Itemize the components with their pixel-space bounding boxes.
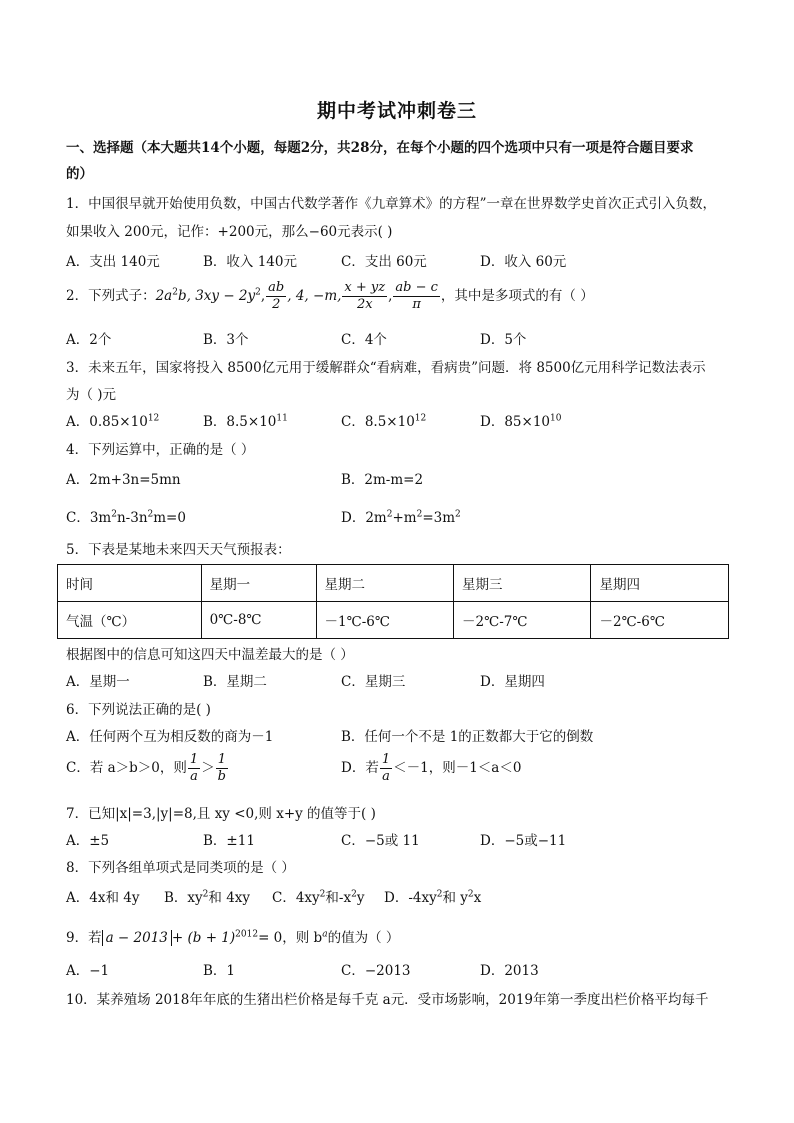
q3-option-d (480, 410, 561, 430)
q2-term1: 2a (155, 288, 173, 304)
table-cell: 气温（℃） (58, 602, 202, 639)
q8-d-part1: D．-4xy (384, 890, 437, 906)
q2-text: 2．下列式子：$2a^2b$, $3xy - 2y^2$, $\frac{ab}{2}$ , 4, −m, $\frac{x + yz}{2x}$ , $\frac{ab - c}{\pi}$ ，其中是多项式的有（ ） (66, 280, 594, 312)
q3-option-a (66, 410, 159, 430)
q6-d-f-den: a (382, 769, 390, 784)
q8-c-part2: 和-x (325, 890, 352, 906)
q8-c-part1: C．4xy (272, 890, 320, 906)
table-cell: 星期三 (454, 565, 591, 602)
q6-d-fraction (380, 752, 392, 785)
q2-fraction-1-den: 2 (272, 297, 281, 312)
q4-d-part3: =3m (422, 510, 456, 526)
table-cell: －1℃-6℃ (316, 602, 453, 639)
q3-option-c-base: C．8.5×10 (341, 414, 415, 430)
q4-option-a: A．2m+3n=5mn (66, 472, 181, 488)
q4-d-exp3: 2 (455, 509, 461, 520)
q3-option-b (203, 410, 288, 430)
q1-option-d: D．收入 60元 (480, 254, 567, 270)
q8-b-exp: 2 (202, 889, 209, 900)
q4-d-exp1: 2 (386, 509, 393, 520)
q5-text: 5．下表是某地未来四天天气预报表： (66, 542, 291, 558)
q10-text-line1: 10．某养殖场 2018年年底的生猪出栏价格是每千克 a元．受市场影响，2019年第一季度出栏价格平均每千 (66, 992, 709, 1008)
section-heading-line1: 一、选择题（本大题共14个小题，每题2分，共28分，在每个小题的四个选项中只有一项是符合题目要求 (66, 140, 694, 156)
q9-exponent: 2012 (235, 929, 259, 940)
page-title: 期中考试冲刺卷三 (316, 100, 477, 122)
q9-option-c: C．−2013 (341, 963, 411, 979)
q8-c-part3: y (356, 890, 365, 906)
q2-suffix: ，其中是多项式的有（ ） (440, 288, 594, 304)
q4-c-part3: m=0 (153, 510, 186, 526)
q6-c-prefix: C．若 a＞b＞0，则 (66, 760, 187, 776)
section-heading-line2: 的） (66, 166, 93, 182)
q7-option-d: D．−5或−11 (480, 833, 567, 849)
q8-option-c (272, 886, 364, 906)
q2-prefix: 2．下列式子： (66, 288, 156, 304)
q7-option-a: A．±5 (66, 833, 110, 849)
q9-text (66, 926, 399, 946)
q6-option-a: A．任何两个互为相反数的商为－1 (66, 729, 274, 745)
q2-fraction-3-den: π (412, 297, 421, 312)
table-cell: －2℃-7℃ (454, 602, 591, 639)
q8-d-part2: 和 y (442, 890, 468, 906)
q9-post-exp: a (322, 929, 328, 940)
table-cell: 时间 (58, 565, 202, 602)
q3-option-c-exp: 12 (414, 413, 427, 424)
q8-c-exp2: 2 (351, 889, 357, 900)
q1-text-line1: 1．中国很早就开始使用负数，中国古代数学著作《九章算术》的方程”一章在世界数学史首次正式引入负数， (66, 196, 716, 212)
q2-option-b: B．3个 (203, 332, 249, 348)
q3-option-c (341, 410, 426, 430)
q3-text-line2: 为（ )元 (66, 387, 117, 403)
table-cell: 星期四 (591, 565, 729, 602)
q5-option-b: B．星期二 (203, 674, 267, 690)
q2-fraction-1-num: ab (268, 280, 285, 295)
q8-text: 8．下列各组单项式是同类项的是（ ） (66, 860, 295, 876)
q3-option-d-base: D．85×10 (480, 414, 550, 430)
q4-c-part1: C．3m (66, 510, 112, 526)
q6-d-f-num: 1 (381, 752, 391, 767)
q8-d-part3: x (473, 890, 482, 906)
q3-option-b-base: B．8.5×10 (203, 414, 277, 430)
q6-option-d (341, 752, 521, 785)
q6-c-f2-num: 1 (217, 752, 226, 767)
q5-question: 根据图中的信息可知这四天中温差最大的是（ ） (66, 647, 354, 663)
q7-option-c: C．−5或 11 (341, 833, 420, 849)
q9-tail: 的值为（ ） (327, 930, 400, 946)
q2-fraction-2 (342, 280, 387, 313)
q5-option-c: C．星期三 (341, 674, 406, 690)
q6-c-fraction-2 (216, 752, 228, 785)
q3-option-a-exp: 12 (147, 413, 160, 424)
q9-absolute-value: a − 2013 (102, 930, 172, 946)
q6-d-suffix: ＜－1，则－1＜a＜0 (393, 760, 522, 776)
q4-d-exp2: 2 (416, 509, 423, 520)
q8-d-exp2: 2 (467, 889, 474, 900)
q1-text-line2: 如果收入 200元，记作：+200元，那么−60元表示( ) (66, 224, 393, 240)
q2-fraction-3-num: ab − c (395, 280, 438, 295)
q4-d-part2: +m (392, 510, 417, 526)
q9-option-d: D．2013 (480, 963, 539, 979)
q8-option-b (164, 886, 250, 906)
q3-option-b-exp: 11 (276, 413, 288, 424)
q7-option-b: B．±11 (203, 833, 255, 849)
q6-d-prefix: D．若 (341, 760, 379, 776)
q2-fraction-1 (266, 280, 286, 313)
q2-fraction-3 (393, 280, 440, 313)
q8-b-part2: 和 4xy (208, 890, 251, 906)
q9-option-b: B．1 (203, 963, 236, 979)
table-row (58, 602, 729, 639)
q8-option-a: A．4x和 4y (66, 890, 140, 906)
q4-c-exp2: 2 (147, 509, 154, 520)
table-cell: 星期二 (316, 565, 453, 602)
q5-option-d: D．星期四 (480, 674, 545, 690)
table-header-row (58, 565, 729, 602)
q6-c-f1-num: 1 (189, 752, 199, 767)
q4-d-part1: D．2m (341, 510, 387, 526)
q6-text: 6．下列说法正确的是( ) (66, 702, 211, 718)
q5-option-a: A．星期一 (66, 674, 130, 690)
q9-post: = 0，则 b (258, 930, 323, 946)
weather-table (57, 564, 729, 639)
q4-c-part2: n-3n (116, 510, 148, 526)
q6-c-fraction-1 (188, 752, 200, 785)
q1-option-c: C．支出 60元 (341, 254, 427, 270)
q9-prefix: 9．若 (66, 930, 102, 946)
q6-option-b: B．任何一个不是 1的正数都大于它的倒数 (341, 729, 594, 745)
q2-term2: b, 3xy − 2y (177, 288, 256, 304)
q4-option-d (341, 506, 461, 526)
table-cell: －2℃-6℃ (591, 602, 729, 639)
q4-option-b: B．2m-m=2 (341, 472, 424, 488)
q6-c-gt: ＞ (201, 760, 215, 776)
table-cell: 0℃-8℃ (201, 602, 316, 639)
q3-option-d-exp: 10 (550, 413, 562, 424)
q7-text: 7．已知|x|=3,|y|=8,且 xy <0,则 x+y 的值等于( ) (66, 806, 376, 822)
table-cell: 星期一 (201, 565, 316, 602)
q8-option-d (384, 886, 481, 906)
q3-text-line1: 3．未来五年，国家将投入 8500亿元用于缓解群众“看病难，看病贵”问题．将 8500亿元用科学记数法表示 (66, 360, 706, 376)
q9-option-a: A．−1 (66, 963, 110, 979)
q6-c-f1-den: a (190, 769, 198, 784)
q2-option-d: D．5个 (480, 332, 527, 348)
q8-c-exp1: 2 (319, 889, 326, 900)
q2-term2-exp: 2 (255, 287, 261, 298)
q3-option-a-base: A．0.85×10 (66, 414, 148, 430)
q2-fraction-2-num: x + yz (344, 280, 386, 295)
q4-text: 4．下列运算中，正确的是（ ） (66, 442, 255, 458)
q2-fraction-2-den: 2x (356, 297, 373, 312)
q2-term1-exp: 2 (172, 287, 178, 298)
q1-option-a: A．支出 140元 (66, 254, 160, 270)
q1-option-b: B．收入 140元 (203, 254, 297, 270)
q2-option-a: A．2个 (66, 332, 112, 348)
q6-option-c (66, 752, 229, 785)
q4-option-c (66, 506, 186, 526)
q4-c-exp1: 2 (111, 509, 117, 520)
q8-d-exp1: 2 (436, 889, 443, 900)
q2-middle-terms: , 4, −m, (287, 288, 342, 304)
q2-option-c: C．4个 (341, 332, 387, 348)
q9-middle: + (b + 1) (171, 930, 236, 946)
q6-c-f2-den: b (217, 769, 226, 784)
q8-b-part1: B．xy (164, 890, 203, 906)
